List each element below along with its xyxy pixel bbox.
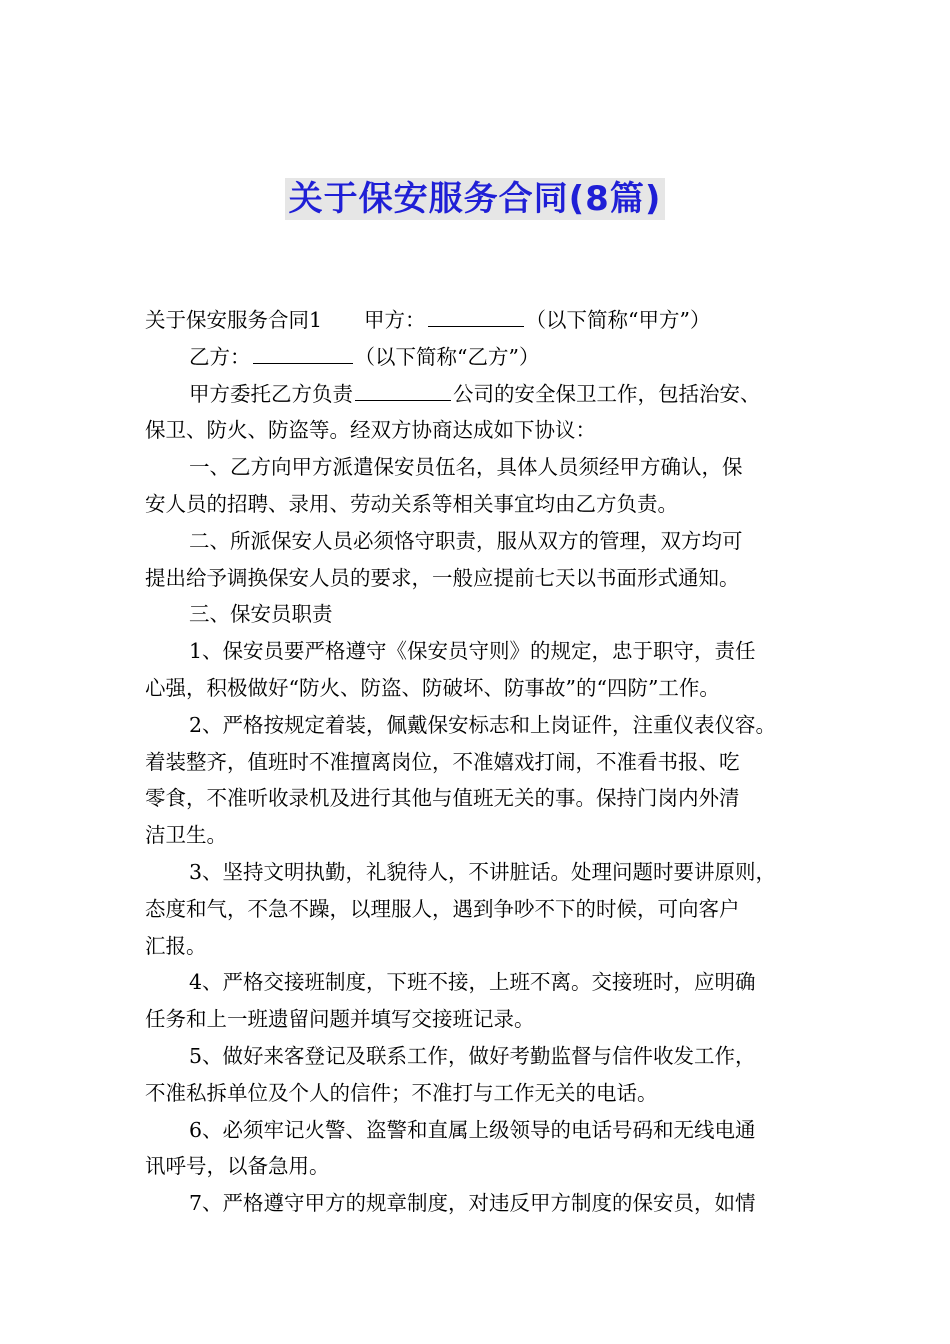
paragraph-line: 汇报。 (145, 933, 207, 958)
contract-label: 关于保安服务合同1 (145, 308, 323, 332)
party-a-blank (428, 304, 524, 327)
section-heading: 三、保安员职责 (189, 602, 333, 627)
paragraph-line: 提出给予调换保安人员的要求，一般应提前七天以书面形式通知。 (145, 565, 740, 590)
paragraph-line: 态度和气，不急不躁，以理服人，遇到争吵不下的时候，可向客户 (145, 896, 740, 921)
party-b-suffix: （以下简称“乙方”） (354, 344, 540, 369)
paragraph-line: 洁卫生。 (145, 823, 227, 848)
paragraph-line: 3、坚持文明执勤，礼貌待人，不讲脏话。处理问题时要讲原则， (189, 859, 777, 884)
paragraph-line: 任务和上一班遗留问题并填写交接班记录。 (145, 1007, 535, 1032)
party-b-blank (253, 341, 353, 364)
paragraph-line: 4、严格交接班制度，下班不接，上班不离。交接班时，应明确 (189, 970, 756, 995)
paragraph-line: 5、做好来客登记及联系工作，做好考勤监督与信件收发工作， (189, 1043, 756, 1068)
paragraph-line: 着装整齐，值班时不准擅离岗位，不准嬉戏打闹，不准看书报、吃 (145, 749, 740, 774)
paragraph-line: 7、严格遵守甲方的规章制度，对违反甲方制度的保安员，如情 (189, 1191, 756, 1216)
paragraph-line: 二、所派保安人员必须恪守职责，服从双方的管理，双方均可 (189, 528, 743, 553)
paragraph-line: 保卫、防火、防盗等。经双方协商达成如下协议： (145, 418, 596, 443)
p1-prefix: 甲方委托乙方负责 (189, 381, 353, 406)
paragraph-line: 安人员的招聘、录用、劳动关系等相关事宜均由乙方负责。 (145, 491, 678, 516)
document-body (145, 302, 825, 1222)
paragraph-line (145, 376, 825, 413)
party-a-label: 甲方： (364, 308, 426, 332)
paragraph-line: 零食，不准听收录机及进行其他与值班无关的事。保持门岗内外清 (145, 786, 740, 811)
company-blank (355, 378, 451, 401)
paragraph-line: 心强，积极做好“防火、防盗、防破坏、防事故”的“四防”工作。 (145, 675, 720, 700)
paragraph-line: 讯呼号，以备急用。 (145, 1154, 330, 1179)
party-a-suffix: （以下简称“甲方”） (525, 308, 711, 332)
paragraph-line: 一、乙方向甲方派遣保安员伍名，具体人员须经甲方确认，保 (189, 455, 743, 480)
paragraph-line: 不准私拆单位及个人的信件；不准打与工作无关的电话。 (145, 1080, 658, 1105)
title-container (0, 178, 950, 220)
party-b-label: 乙方： (189, 344, 251, 369)
p1-suffix: 公司的安全保卫工作，包括治安、 (453, 381, 761, 406)
paragraph-line: 2、严格按规定着装，佩戴保安标志和上岗证件，注重仪表仪容。 (189, 712, 777, 737)
paragraph-line: 1、保安员要严格遵守《保安员守则》的规定，忠于职守，责任 (189, 639, 756, 664)
header-line (145, 302, 825, 339)
document-title: 关于保安服务合同(8篇) (285, 178, 666, 220)
party-b-line (145, 339, 825, 376)
paragraph-line: 6、必须牢记火警、盗警和直属上级领导的电话号码和无线电通 (189, 1117, 756, 1142)
